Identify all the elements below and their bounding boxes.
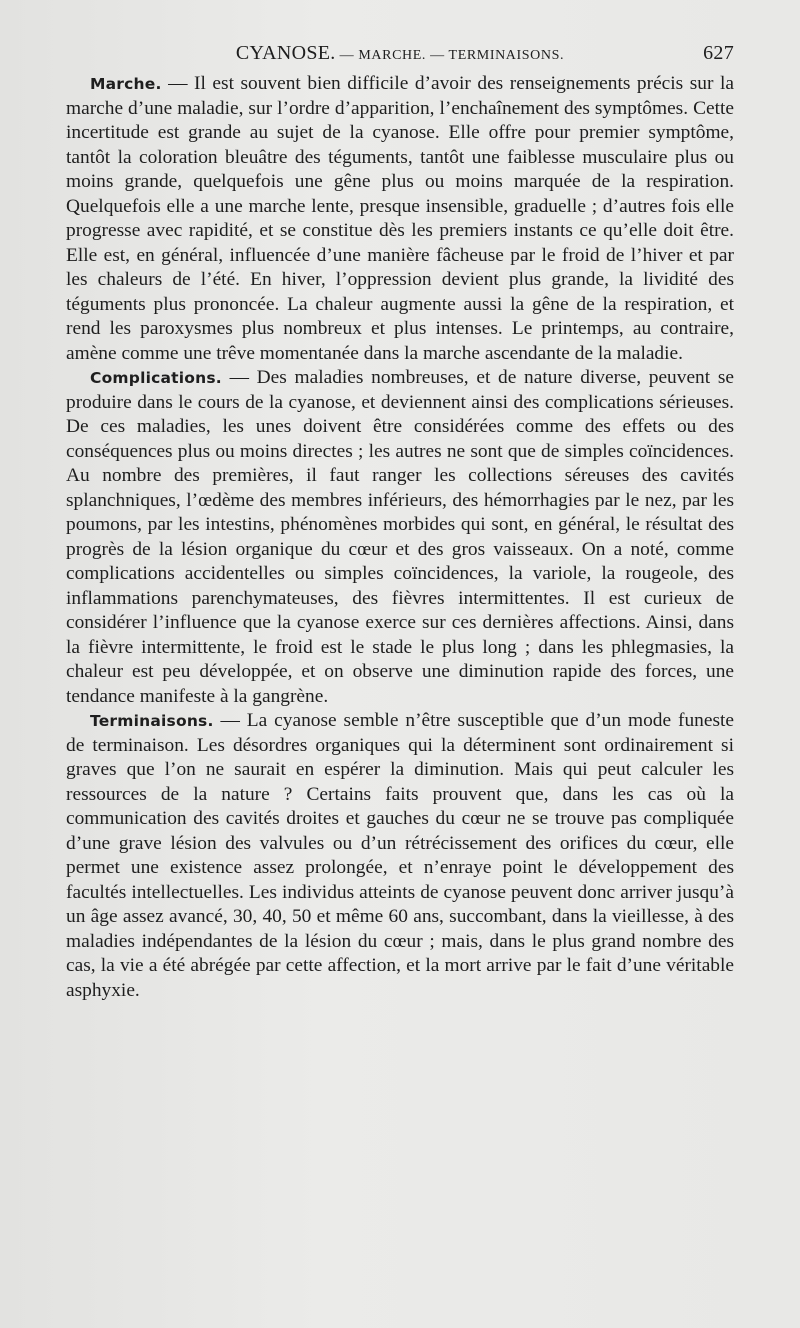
- page-number: 627: [703, 42, 734, 64]
- section-text-terminaisons: — La cyanose semble n’être susceptible que d’un mode funeste de terminaison. Les désordres organiques qui la déterminent sont ordinairement si graves que l’on ne saurait en espérer la diminution. Mais qui peut calculer les ressources de la nature ? Certains faits prouvent que, dans les cas où la communication des cavités droites et gauches du cœur ne se trouve pas compliquée d’une grave lésion des valvules ou d’un rétrécissement des orifices du cœur, elle permet une existence assez prolongée, et n’enraye point le développement des facultés intellectuelles. Les individus atteints de cyanose peuvent donc arriver jusqu’à un âge assez avancé, 30, 40, 50 et même 60 ans, succombant, dans la vieillesse, à des maladies indépendantes de la lésion du cœur ; mais, dans le plus grand nombre des cas, la vie a été abrégée par cette affection, et la mort arrive par le fait d’une véritable asphyxie.: [66, 710, 734, 1001]
- running-title-main: CYANOSE.: [235, 42, 336, 64]
- section-complications: [66, 366, 734, 709]
- running-title-sep-1: —: [335, 48, 359, 63]
- running-title: [66, 42, 734, 65]
- section-text-complications: — Des maladies nombreuses, et de nature diverse, peuvent se produire dans le cours de la cyanose, et deviennent ainsi des complications sérieuses. De ces maladies, les unes doivent être considérées comme des effets ou des conséquences plus ou moins directes ; les autres ne sont que de simples coïncidences. Au nombre des premières, il faut ranger les collections séreuses des cavités splanchniques, l’œdème des membres inférieurs, des hémorrhagies par le nez, par les poumons, par les intestins, phénomènes morbides qui sont, en général, le résultat des progrès de la lésion organique du cœur et des gros vaisseaux. On a noté, comme complications accidentelles ou simples coïncidences, la variole, la rougeole, des inflammations parenchymateuses, des fièvres intermittentes. Il est curieux de considérer l’influence que la cyanose exerce sur ces dernières affections. Ainsi, dans la fièvre intermittente, le froid est le stade le plus long ; dans les phlegmasies, la chaleur est peu développée, et on observe une diminution rapide des forces, une tendance manifeste à la gangrène.: [66, 367, 734, 707]
- section-heading-marche: Marche.: [90, 75, 162, 93]
- section-heading-complications: Complications.: [90, 369, 222, 387]
- section-marche: [66, 72, 734, 366]
- running-head: [66, 42, 734, 70]
- running-title-part-2: MARCHE.: [358, 48, 426, 63]
- section-heading-terminaisons: Terminaisons.: [90, 712, 214, 730]
- body-text: [66, 72, 734, 1003]
- section-text-marche: — Il est souvent bien difficile d’avoir des renseignements précis sur la marche d’une maladie, sur l’ordre d’apparition, l’enchaînement des symptômes. Cette incertitude est grande au sujet de la cyanose. Elle offre pour premier symptôme, tantôt la coloration bleuâtre des téguments, tantôt une faiblesse musculaire plus ou moins grande, quelquefois une gêne plus ou moins marquée de la respiration. Quelquefois elle a une marche lente, presque insensible, graduelle ; d’autres fois elle progresse avec rapidité, et se constitue dès les premiers instants ce qu’elle doit être. Elle est, en général, influencée d’une manière fâcheuse par le froid de l’hiver et par les chaleurs de l’été. En hiver, l’oppression devient plus grande, la lividité des téguments plus prononcée. La chaleur augmente aussi la gêne de la respiration, et rend les paroxysmes plus nombreux et plus intenses. Le printemps, au contraire, amène comme une trêve momentanée dans la marche ascendante de la maladie.: [66, 73, 734, 364]
- running-title-sep-2: —: [425, 48, 449, 63]
- running-title-part-3: TERMINAISONS.: [448, 48, 565, 63]
- section-terminaisons: [66, 709, 734, 1003]
